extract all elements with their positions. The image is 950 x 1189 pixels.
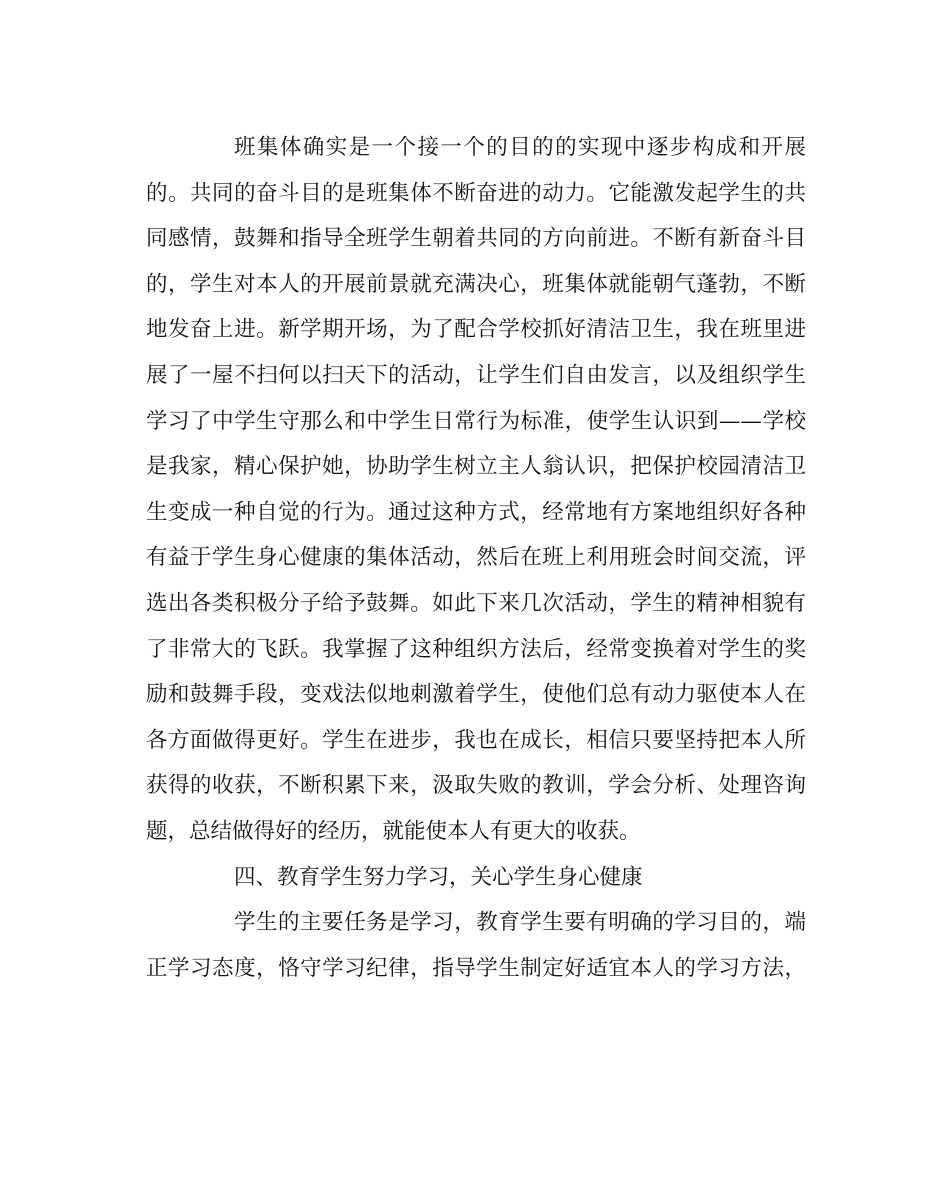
text-line: 的，学生对本人的开展前景就充满决心，班集体就能朝气蓬勃，不断 [146, 271, 806, 297]
text-line: 了非常大的飞跃。我掌握了这种组织方法后，经常变换着对学生的奖 [146, 636, 806, 662]
text-line: 地发奋上进。新学期开场，为了配合学校抓好清洁卫生，我在班里进 [146, 317, 806, 343]
text-line: 选出各类积极分子给予鼓舞。如此下来几次活动，学生的精神相貌有 [146, 590, 806, 616]
text-line: 各方面做得更好。学生在进步，我也在成长，相信只要坚持把本人所 [146, 727, 806, 753]
text-line: 学习了中学生守那么和中学生日常行为标准，使学生认识到——学校 [146, 408, 806, 434]
text-line: 学生的主要任务是学习，教育学生要有明确的学习目的，端 [234, 910, 806, 936]
text-line: 同感情，鼓舞和指导全班学生朝着共同的方向前进。不断有新奋斗目 [146, 226, 806, 252]
text-line: 班集体确实是一个接一个的目的的实现中逐步构成和开展 [234, 135, 806, 160]
section-heading: 四、教育学生努力学习，关心学生身心健康 [234, 864, 643, 890]
text-line: 正学习态度，恪守学习纪律，指导学生制定好适宜本人的学习方法， [146, 955, 806, 981]
text-line: 的。共同的奋斗目的是班集体不断奋进的动力。它能激发起学生的共 [146, 180, 806, 206]
body-text [146, 125, 806, 991]
text-line: 生变成一种自觉的行为。通过这种方式，经常地有方案地组织好各种 [146, 499, 806, 525]
text-line: 题，总结做得好的经历，就能使本人有更大的收获。 [146, 818, 641, 844]
text-line: 有益于学生身心健康的集体活动，然后在班上利用班会时间交流，评 [146, 545, 806, 571]
text-line: 展了一屋不扫何以扫天下的活动，让学生们自由发言，以及组织学生 [146, 362, 806, 388]
text-line: 是我家，精心保护她，协助学生树立主人翁认识，把保护校园清洁卫 [146, 454, 806, 480]
text-line: 获得的收获，不断积累下来，汲取失败的教训，学会分析、处理咨询 [146, 773, 806, 799]
text-line: 励和鼓舞手段，变戏法似地刺激着学生，使他们总有动力驱使本人在 [146, 682, 806, 708]
